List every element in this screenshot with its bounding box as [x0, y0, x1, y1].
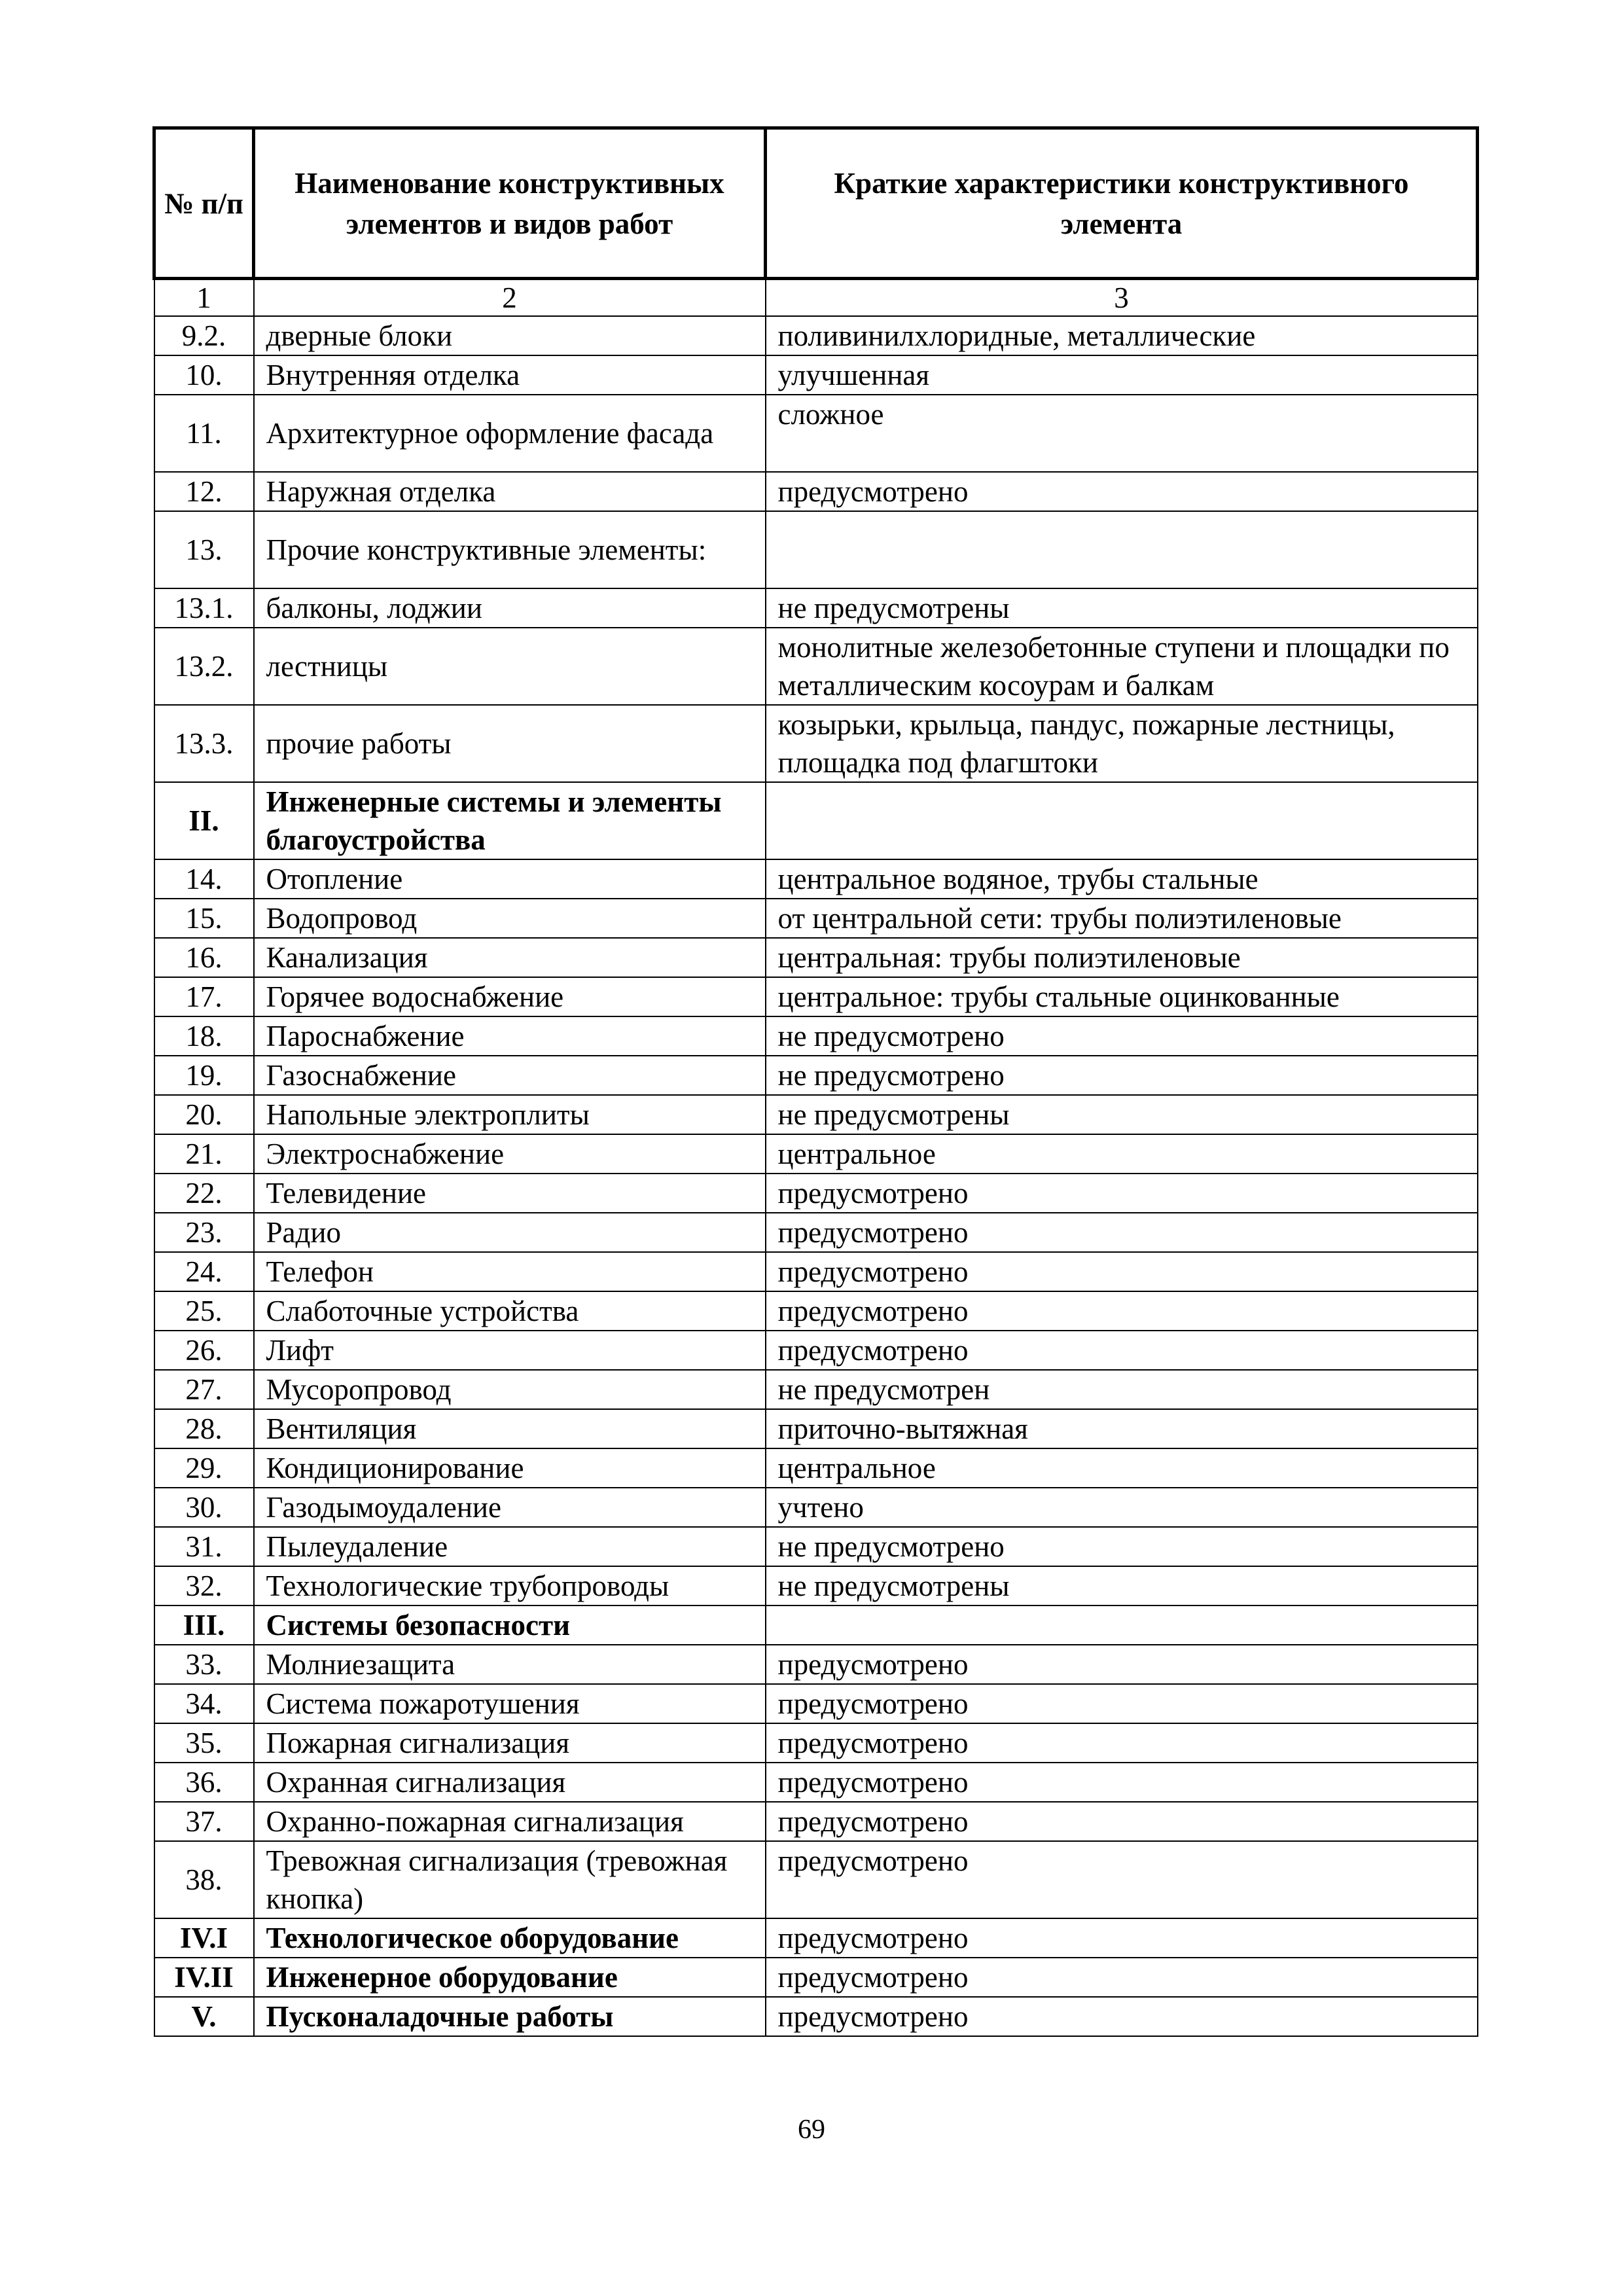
row-number: 38. — [154, 1841, 254, 1918]
row-name: Газоснабжение — [254, 1056, 766, 1095]
row-number: 22. — [154, 1174, 254, 1213]
row-name: Наружная отделка — [254, 472, 766, 511]
row-name: Технологические трубопроводы — [254, 1566, 766, 1605]
row-number: 23. — [154, 1213, 254, 1252]
row-description: центральное — [766, 1134, 1478, 1174]
table-row — [154, 1213, 1478, 1252]
table-row — [154, 977, 1478, 1016]
section-row — [154, 782, 1478, 859]
header-name: Наименование конструктивных элементов и видов работ — [254, 128, 766, 279]
row-number: V. — [154, 1997, 254, 2036]
row-number: 14. — [154, 859, 254, 899]
table-row — [154, 628, 1478, 705]
section-row — [154, 1958, 1478, 1997]
row-number: II. — [154, 782, 254, 859]
row-description: предусмотрено — [766, 1684, 1478, 1723]
section-row — [154, 1918, 1478, 1958]
row-description: предусмотрено — [766, 1174, 1478, 1213]
table-row — [154, 1370, 1478, 1409]
table-row — [154, 1841, 1478, 1918]
row-description: монолитные железобетонные ступени и площадки по металлическим косоурам и балкам — [766, 628, 1478, 705]
row-description: предусмотрено — [766, 1331, 1478, 1370]
header-description: Краткие характеристики конструктивного элемента — [766, 128, 1478, 279]
table-row — [154, 1802, 1478, 1841]
row-name: Канализация — [254, 938, 766, 977]
row-number: 10. — [154, 355, 254, 395]
table-row — [154, 859, 1478, 899]
row-number: III. — [154, 1605, 254, 1645]
row-description: центральное: трубы стальные оцинкованные — [766, 977, 1478, 1016]
table-row — [154, 395, 1478, 472]
table-row — [154, 1174, 1478, 1213]
row-description: предусмотрено — [766, 1763, 1478, 1802]
row-description: учтено — [766, 1488, 1478, 1527]
row-number: 31. — [154, 1527, 254, 1566]
row-number: 33. — [154, 1645, 254, 1684]
row-description: улучшенная — [766, 355, 1478, 395]
row-name: Вентиляция — [254, 1409, 766, 1448]
table-row — [154, 1016, 1478, 1056]
row-description: не предусмотрены — [766, 1566, 1478, 1605]
row-number: 13.1. — [154, 588, 254, 628]
row-number: 9.2. — [154, 316, 254, 355]
row-description — [766, 511, 1478, 588]
column-number: 3 — [766, 279, 1478, 317]
row-name: Архитектурное оформление фасада — [254, 395, 766, 472]
row-number: 13.2. — [154, 628, 254, 705]
row-description: сложное — [766, 395, 1478, 472]
column-number: 1 — [154, 279, 254, 317]
row-name: Внутренняя отделка — [254, 355, 766, 395]
row-description: предусмотрено — [766, 1918, 1478, 1958]
table-row — [154, 1095, 1478, 1134]
row-number: 29. — [154, 1448, 254, 1488]
row-number: 37. — [154, 1802, 254, 1841]
row-number: 25. — [154, 1291, 254, 1331]
row-number: 15. — [154, 899, 254, 938]
row-name: Напольные электроплиты — [254, 1095, 766, 1134]
row-name: Охранно-пожарная сигнализация — [254, 1802, 766, 1841]
construction-elements-table — [152, 126, 1479, 2037]
row-name: Телевидение — [254, 1174, 766, 1213]
table-row — [154, 1448, 1478, 1488]
table-row — [154, 588, 1478, 628]
row-number: 19. — [154, 1056, 254, 1095]
row-number: 18. — [154, 1016, 254, 1056]
table-row — [154, 1527, 1478, 1566]
row-description: не предусмотрен — [766, 1370, 1478, 1409]
row-name: лестницы — [254, 628, 766, 705]
row-description: предусмотрено — [766, 1997, 1478, 2036]
table-body — [154, 279, 1478, 2037]
table-row — [154, 511, 1478, 588]
table-row — [154, 472, 1478, 511]
row-number: 13.3. — [154, 705, 254, 782]
row-number: 30. — [154, 1488, 254, 1527]
row-number: IV.I — [154, 1918, 254, 1958]
row-description: приточно-вытяжная — [766, 1409, 1478, 1448]
row-name: Пароснабжение — [254, 1016, 766, 1056]
row-name: Прочие конструктивные элементы: — [254, 511, 766, 588]
row-description: центральное — [766, 1448, 1478, 1488]
row-name: Горячее водоснабжение — [254, 977, 766, 1016]
table-row — [154, 1566, 1478, 1605]
row-number: IV.II — [154, 1958, 254, 1997]
table-row — [154, 355, 1478, 395]
row-description: центральное водяное, трубы стальные — [766, 859, 1478, 899]
row-description: не предусмотрено — [766, 1016, 1478, 1056]
row-name: Системы безопасности — [254, 1605, 766, 1645]
table-row — [154, 1331, 1478, 1370]
table-row — [154, 316, 1478, 355]
row-number: 32. — [154, 1566, 254, 1605]
row-number: 20. — [154, 1095, 254, 1134]
table-row — [154, 1763, 1478, 1802]
row-name: Охранная сигнализация — [254, 1763, 766, 1802]
row-description: предусмотрено — [766, 1291, 1478, 1331]
table-row — [154, 1488, 1478, 1527]
row-number: 36. — [154, 1763, 254, 1802]
section-row — [154, 1997, 1478, 2036]
row-description: предусмотрено — [766, 1213, 1478, 1252]
row-name: Электроснабжение — [254, 1134, 766, 1174]
row-description: не предусмотрено — [766, 1056, 1478, 1095]
row-number: 11. — [154, 395, 254, 472]
row-description: предусмотрено — [766, 1645, 1478, 1684]
table-row — [154, 1134, 1478, 1174]
row-number: 21. — [154, 1134, 254, 1174]
row-description: предусмотрено — [766, 1252, 1478, 1291]
row-name: Пылеудаление — [254, 1527, 766, 1566]
row-name: Отопление — [254, 859, 766, 899]
row-name: прочие работы — [254, 705, 766, 782]
row-description — [766, 782, 1478, 859]
row-name: Мусоропровод — [254, 1370, 766, 1409]
row-name: Инженерные системы и элементы благоустройства — [254, 782, 766, 859]
row-name: Водопровод — [254, 899, 766, 938]
row-name: Инженерное оборудование — [254, 1958, 766, 1997]
row-name: Телефон — [254, 1252, 766, 1291]
header-number: № п/п — [154, 128, 254, 279]
table-row — [154, 938, 1478, 977]
table-header-row — [154, 128, 1478, 279]
row-number: 34. — [154, 1684, 254, 1723]
row-name: Кондиционирование — [254, 1448, 766, 1488]
table-row — [154, 899, 1478, 938]
row-name: Радио — [254, 1213, 766, 1252]
row-description: предусмотрено — [766, 1802, 1478, 1841]
row-number: 17. — [154, 977, 254, 1016]
table-row — [154, 1252, 1478, 1291]
column-number: 2 — [254, 279, 766, 317]
row-description: не предусмотрено — [766, 1527, 1478, 1566]
row-name: Пожарная сигнализация — [254, 1723, 766, 1763]
column-number-row — [154, 279, 1478, 317]
table-row — [154, 1409, 1478, 1448]
page-number: 69 — [798, 2115, 825, 2145]
row-description: не предусмотрены — [766, 588, 1478, 628]
row-name: дверные блоки — [254, 316, 766, 355]
row-number: 13. — [154, 511, 254, 588]
row-description: не предусмотрены — [766, 1095, 1478, 1134]
table-row — [154, 1723, 1478, 1763]
table-row — [154, 1645, 1478, 1684]
table-row — [154, 705, 1478, 782]
row-description: козырьки, крыльца, пандус, пожарные лестницы, площадка под флагштоки — [766, 705, 1478, 782]
row-number: 24. — [154, 1252, 254, 1291]
row-description: поливинилхлоридные, металлические — [766, 316, 1478, 355]
section-row — [154, 1605, 1478, 1645]
row-name: Молниезащита — [254, 1645, 766, 1684]
row-name: Технологическое оборудование — [254, 1918, 766, 1958]
row-number: 26. — [154, 1331, 254, 1370]
row-name: Пусконаладочные работы — [254, 1997, 766, 2036]
row-description: предусмотрено — [766, 1723, 1478, 1763]
row-description: от центральной сети: трубы полиэтиленовые — [766, 899, 1478, 938]
row-name: балконы, лоджии — [254, 588, 766, 628]
row-description: предусмотрено — [766, 1841, 1478, 1918]
row-description: центральная: трубы полиэтиленовые — [766, 938, 1478, 977]
row-number: 27. — [154, 1370, 254, 1409]
row-name: Слаботочные устройства — [254, 1291, 766, 1331]
row-number: 35. — [154, 1723, 254, 1763]
row-number: 28. — [154, 1409, 254, 1448]
row-number: 16. — [154, 938, 254, 977]
row-description: предусмотрено — [766, 472, 1478, 511]
row-description — [766, 1605, 1478, 1645]
row-number: 12. — [154, 472, 254, 511]
row-name: Система пожаротушения — [254, 1684, 766, 1723]
table-row — [154, 1291, 1478, 1331]
row-description: предусмотрено — [766, 1958, 1478, 1997]
row-name: Лифт — [254, 1331, 766, 1370]
table-row — [154, 1684, 1478, 1723]
row-name: Газодымоудаление — [254, 1488, 766, 1527]
table-row — [154, 1056, 1478, 1095]
row-name: Тревожная сигнализация (тревожная кнопка) — [254, 1841, 766, 1918]
